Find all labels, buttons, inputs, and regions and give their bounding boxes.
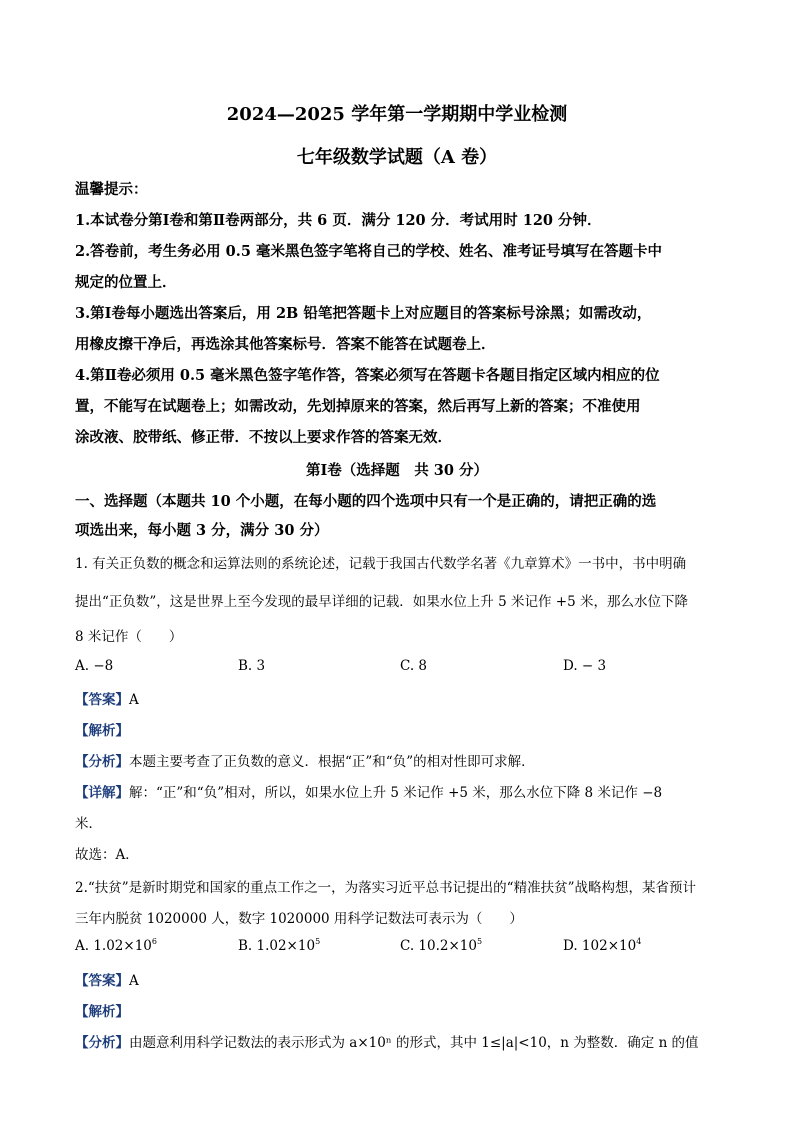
notice-item-2a: 2.答卷前，考生务必用 0.5 毫米黑色签字笔将自己的学校、姓名、准考证号填写在答题卡中	[75, 243, 662, 260]
q1-option-c: C. 8	[400, 658, 428, 674]
q2-option-d-exp: 4	[636, 937, 642, 946]
notice-item-4a: 4.第Ⅱ卷必须用 0.5 毫米黑色签字笔作答，答案必须写在答题卡各题目指定区域内相应的位	[75, 367, 660, 384]
q1-answer-row	[75, 688, 139, 708]
analysis-tag: 【解析】	[75, 723, 129, 739]
q2-option-a-exp: 6	[151, 937, 157, 946]
notice-item-2b: 规定的位置上．	[75, 274, 177, 291]
fenxi-tag: 【分析】	[75, 754, 129, 770]
q2-option-b-base: B. 1.02×10	[238, 938, 316, 954]
q1-xiangjie-a: 解：“正”和“负”相对，所以，如果水位上升 5 米记作 +5 米，那么水位下降 8 米记作 −8	[129, 785, 663, 801]
notice-item-3b: 用橡皮擦干净后，再选涂其他答案标号．答案不能答在试题卷上．	[75, 336, 496, 353]
answer-tag: 【答案】	[75, 973, 129, 989]
q2-answer: A	[129, 973, 139, 989]
section-instructions-b: 项选出来，每小题 3 分，满分 30 分）	[75, 522, 329, 539]
notice-item-4c: 涂改液、胶带纸、修正带．不按以上要求作答的答案无效．	[75, 429, 452, 446]
q1-option-a: A. −8	[75, 658, 114, 674]
q1-answer: A	[129, 692, 139, 708]
xiangjie-tag: 【详解】	[75, 785, 129, 801]
q2-fenxi: 由题意利用科学记数法的表示形式为 a×10ⁿ 的形式，其中 1≤|a|<10，n 为整数．确定 n 的值	[129, 1035, 699, 1051]
q2-option-c-exp: 5	[476, 937, 483, 946]
q2-stem-b: 三年内脱贫 1020000 人，数字 1020000 用科学记数法可表示为（ ）	[75, 911, 523, 927]
q2-option-b-exp: 5	[315, 937, 321, 946]
q2-option-c-base: C. 10.2×10	[400, 938, 477, 954]
q1-xiangjie-row	[75, 781, 662, 801]
q2-option-a-base: A. 1.02×10	[75, 938, 152, 954]
q1-stem-c: 8 米记作（ ）	[75, 629, 183, 645]
page-subtitle: 七年级数学试题（A 卷）	[296, 147, 498, 168]
q2-option-d-base: D. 102×10	[563, 938, 637, 954]
q2-fenxi-row	[75, 1031, 699, 1051]
notice-item-1: 1.本试卷分第Ⅰ卷和第Ⅱ卷两部分，共 6 页．满分 120 分．考试用时 120 分钟．	[75, 212, 602, 229]
answer-tag: 【答案】	[75, 692, 129, 708]
notice-item-3a: 3.第Ⅰ卷每小题选出答案后，用 2B 铅笔把答题卡上对应题目的答案标号涂黑；如需改动，	[75, 305, 652, 322]
q2-analysis-row	[75, 1000, 129, 1020]
q1-stem-b: 提出“正负数”，这是世界上至今发现的最早详细的记载．如果水位上升 5 米记作 +5 米，那么水位下降	[75, 594, 688, 610]
q2-option-b	[238, 938, 320, 954]
q1-option-d: D. − 3	[563, 658, 607, 674]
q1-fenxi-row	[75, 750, 535, 770]
page-title: 2024—2025 学年第一学期期中学业检测	[226, 104, 568, 125]
section-title: 第Ⅰ卷（选择题 共 30 分）	[305, 462, 489, 479]
q2-option-d	[563, 938, 641, 954]
q2-option-a	[75, 938, 157, 954]
q1-analysis-row	[75, 719, 129, 739]
notice-heading: 温馨提示：	[75, 181, 148, 198]
q2-option-c	[400, 938, 482, 954]
section-instructions-a: 一、选择题（本题共 10 个小题，在每小题的四个选项中只有一个是正确的，请把正确的选	[75, 493, 657, 510]
q2-stem-a: 2.“扶贫”是新时期党和国家的重点工作之一，为落实习近平总书记提出的“精准扶贫”战略构想，某省预计	[75, 880, 696, 896]
q1-stem-a: 1. 有关正负数的概念和运算法则的系统论述，记载于我国古代数学名著《九章算术》一书中，书中明确	[75, 556, 687, 572]
q1-conclusion: 故选：A．	[75, 847, 139, 863]
q1-xiangjie-b: 米．	[75, 816, 102, 832]
q2-answer-row	[75, 969, 139, 989]
q1-option-b: B. 3	[238, 658, 266, 674]
notice-item-4b: 置，不能写在试题卷上；如需改动，先划掉原来的答案，然后再写上新的答案；不准使用	[75, 398, 641, 415]
analysis-tag: 【解析】	[75, 1004, 129, 1020]
q1-fenxi: 本题主要考查了正负数的意义．根据“正”和“负”的相对性即可求解．	[129, 754, 535, 770]
fenxi-tag: 【分析】	[75, 1035, 129, 1051]
